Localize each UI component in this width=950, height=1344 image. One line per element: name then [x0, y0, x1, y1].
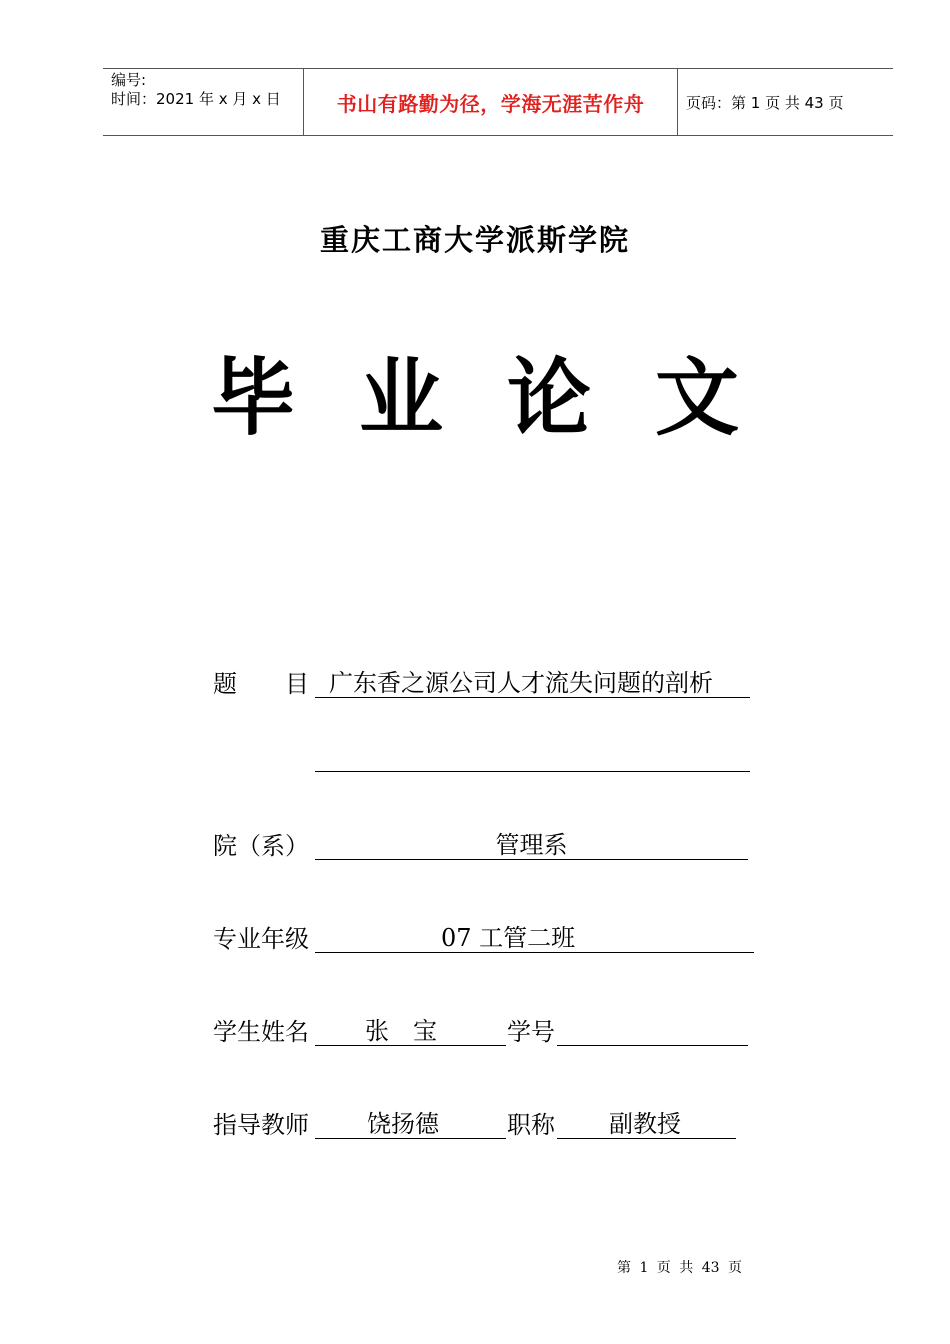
student-label: 学生姓名: [213, 1018, 309, 1046]
student-value: 张 宝: [315, 1016, 506, 1046]
number-label: 编号:: [111, 71, 147, 89]
student-id-value: [557, 1016, 748, 1046]
page-info: 页码：第 1 页 共 43 页: [686, 93, 844, 112]
advisor-value: 饶扬德: [315, 1109, 506, 1139]
dept-value: 管理系: [315, 830, 748, 860]
advisor-label: 指导教师: [213, 1111, 309, 1139]
header-meta-cell: [103, 69, 304, 135]
major-label: 专业年级: [213, 925, 309, 953]
time-label: 时间：2021 年 x 月 x 日: [111, 90, 281, 108]
header-table: [103, 68, 893, 136]
topic-label: 题 目: [213, 670, 309, 698]
topic-continuation-line: [315, 742, 750, 772]
title-label: 职称: [507, 1111, 555, 1139]
topic-value: 广东香之源公司人才流失问题的剖析: [315, 668, 750, 698]
motto: 书山有路勤为径，学海无涯苦作舟: [304, 69, 678, 135]
student-id-label: 学号: [507, 1018, 555, 1046]
title-value: 副教授: [557, 1109, 736, 1139]
page-footer: 第 1 页 共 43 页: [617, 1260, 742, 1276]
major-value: 07 工管二班: [315, 923, 754, 953]
school-name: 重庆工商大学派斯学院: [319, 223, 630, 257]
dept-label: 院（系）: [213, 832, 309, 860]
document-title: 毕业论文: [210, 349, 803, 447]
